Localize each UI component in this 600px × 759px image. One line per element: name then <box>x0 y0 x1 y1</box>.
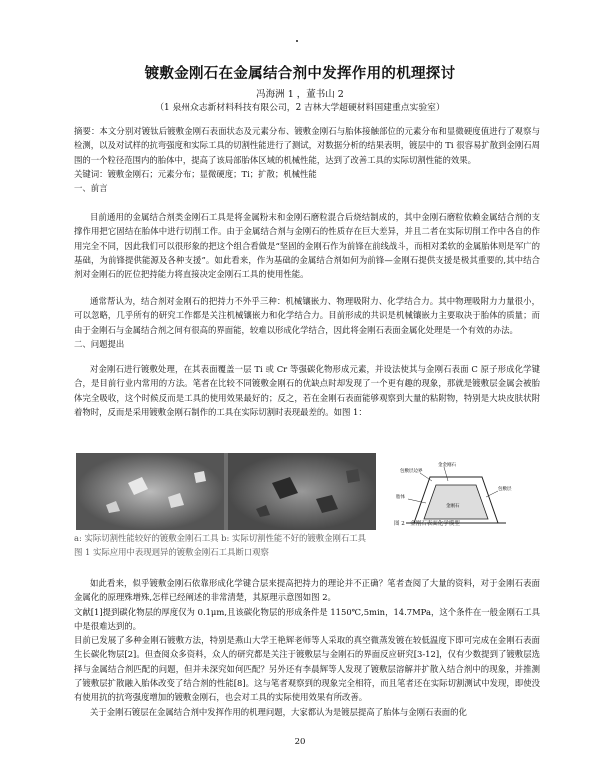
fig2-label: 金刚石 <box>446 504 460 509</box>
paragraph-text: 目前通用的金属结合剂类金刚石工具是将金属粉末和金刚石磨粒混合后烧结制成的，其中金刚石磨粒依赖金属结合剂的支撑作用把它固结在胎体中进行切削工作。由于金属结合剂与金刚石的性质存在巨大差异，并且二者在实际切削工作中各自的作用完全不同，因此我们可以很形象的把这个组合看做是“坚固的金刚石作为前锋在前线战斗，而相对柔软的金属胎体则是军广的基础，为前锋提供能源及各种支援”。如此看来，作为基础的金属结合剂如何为前锋—金刚石提供支援是极其重要的,其中结合剂对金刚石的匠位把持能力将直接决定金刚石工具的使用性能。 <box>74 212 540 280</box>
paragraph-text: 如此看来，似乎镀敷金刚石依靠形成化学键合层来提高把持力的理论并不正确？笔者查阅了大量的资料，对于金刚石表面金属化的原理殊增殊,怎样已经阐述的非常清楚，其原理示意图如图 2。 <box>74 578 540 603</box>
paragraph-text: 关于金刚石镀层在金属结合剂中发挥作用的机理问题，大家都认为是镀层提高了胎体与金刚石表面的化 <box>90 706 467 717</box>
problem-paragraph <box>74 362 540 419</box>
fig2-label: 金金刚石 <box>438 463 456 468</box>
keywords: 关键词：镀敷金刚石；元素分布；显微硬度；Ti；扩散；机械性能 <box>74 168 317 179</box>
page-number: 20 <box>294 737 306 747</box>
scan-speck <box>296 40 298 42</box>
discussion-block <box>74 576 540 719</box>
paper-title: 镀敷金刚石在金属结合剂中发挥作用的机理探讨 <box>144 66 456 82</box>
paper-authors: 冯海洲 1 ，董书山 2 <box>256 89 344 100</box>
paragraph-text: 文献[1]提到碳化物层的厚度仅为 0.1μm,且该碳化物层的形成条件是 1150℃,5min，14.7MPa，这个条件在一般金刚石工具中是很难达到的。 <box>74 606 540 631</box>
fig2-label: 包敷层 <box>498 487 512 492</box>
section-heading-problem: 二、问题提出 <box>74 338 125 349</box>
intro-paragraph-1 <box>74 210 540 281</box>
paragraph-text: 目前已发展了多种金刚石镀敷方法，特别是燕山大学王艳辉老师等人采取的真空微蒸发镀在较低温度下即可完成在金刚石表面生长碳化物层[2]。但查阅众多资料，众人的研究都是关注于镀敷层与金刚石的界面反应研究[3-12]，仅有少数提到了镀敷层选择与金属结合剂匹配的问题，但并未深究如何匹配？另外还有李晨辉等人发现了镀敷层溶解并扩散入结合剂中的现象，并推测了镀敷层扩散融入胎体改变了结合剂的性能[8]。这与笔者观察到的现象完全相符，而且笔者还在实际切割测试中发现，即使没有使用抗的抗弯强度增加的镀敷金刚石，也会对工具的实际使用效果有所改善。 <box>74 635 540 703</box>
figure-1-caption: 图 1 实际应用中表现迥异的镀敷金刚石工具断口观察 <box>74 547 269 557</box>
figure-1-subcaption: a: 实际切割性能较好的镀敷金刚石工具 b: 实际切割性能不好的镀敷金刚石工具 <box>74 533 366 543</box>
section-heading-intro: 一、前言 <box>74 183 108 194</box>
fracture-photo-image <box>76 453 376 530</box>
intro-paragraph-2 <box>74 294 540 351</box>
fig2-label: 包敷层边界 <box>400 469 423 474</box>
fig2-label: 胎体 <box>396 495 405 500</box>
abstract-text: 摘要：本文分别对镀钛后镀敷金刚石表面状态及元素分布、镀敷金刚石与胎体接触部位的元素分布和显微硬度值进行了观察与检测，以及对试样的抗弯强度和实际工具的切割性能进行了测试，对数据分析的结果表明，镀层中的 Ti 很容易扩散到金刚石周围的一个粒径范围内的胎体中，提高了该局部胎体区域的机械性能，达到了改善工具的实际切割性能的效果。 <box>74 126 540 165</box>
paragraph-text: 通常帮认为，结合剂对金刚石的把持力不外乎三种：机械镶嵌力、物理吸附力、化学结合力。其中物理吸附力力量很小，可以忽略，几乎所有的研究工作都是关注机械镶嵌力和化学结合力。目前形成的共识是机械镶嵌力主要取决于胎体的质量；而由于金刚石与金属结合剂之间有很高的界面能，较难以形成化学结合，因此将金刚石表面金属化处理是一个有效的办法。 <box>74 296 540 335</box>
figure-2-caption: 图 2 金刚石表面化学模型 <box>394 521 460 527</box>
abstract-block <box>74 124 540 195</box>
paper-affiliation: （1 泉州众志新材料科技有限公司，2 吉林大学超硬材料国建重点实验室） <box>155 103 445 113</box>
paragraph-text: 对金刚石进行镀敷处理，在其表面覆盖一层 Ti 或 Cr 等强碳化物形成元素，并设法使其与金刚石表面 C 原子形成化学键合，是目前行业内常用的方法。笔者在比较不同镀敷金刚石的优缺点时却发现了一个更有趣的现象，那就是镀敷层金属会被胎体完全吸收，这个时候反而是工具的使用效果最好的；反之，若在金刚石表面能够观察到大量的粘附物，特别是大块皮肤状附着物时，反而是采用镀敷金刚石制作的工具在实际切割时表现最差的。如图 1： <box>74 364 540 417</box>
figure-1-photo <box>76 453 376 530</box>
